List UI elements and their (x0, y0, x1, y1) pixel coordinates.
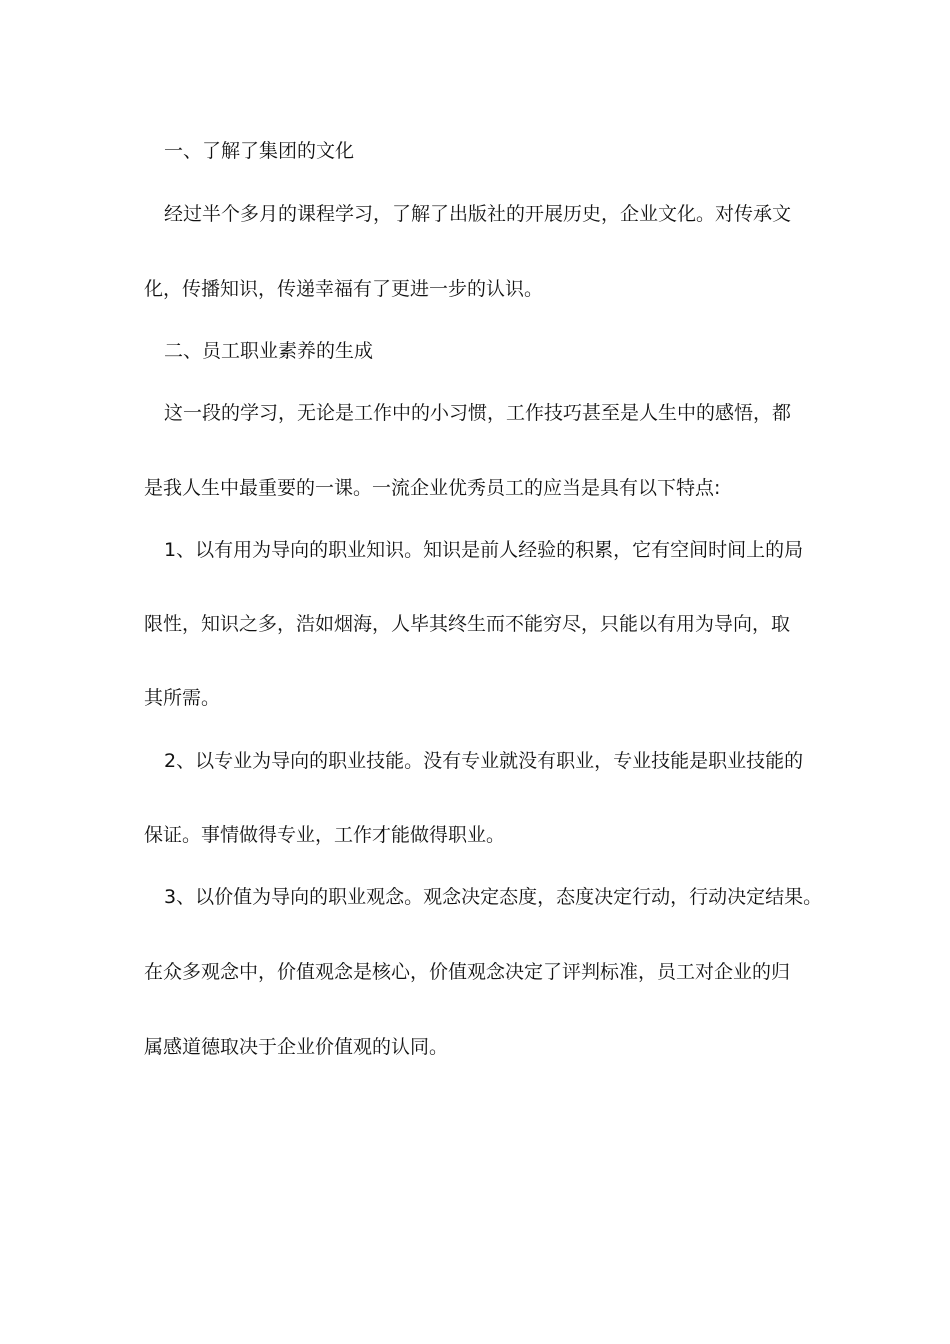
paragraph-line: 这一段的学习，无论是工作中的小习惯，工作技巧甚至是人生中的感悟，都 (164, 402, 792, 424)
paragraph-line: 其所需。 (144, 687, 221, 709)
paragraph-line: 是我人生中最重要的一课。一流企业优秀员工的应当是具有以下特点: (144, 477, 721, 499)
paragraph-line: 限性，知识之多，浩如烟海，人毕其终生而不能穷尽，只能以有用为导向，取 (144, 613, 791, 635)
paragraph-line: 化，传播知识，传递幸福有了更进一步的认识。 (144, 278, 544, 300)
paragraph-line: 保证。事情做得专业，工作才能做得职业。 (144, 824, 506, 846)
list-item-3: 3、以价值为导向的职业观念。观念决定态度，态度决定行动，行动决定结果。 (164, 886, 823, 908)
paragraph-line: 属感道德取决于企业价值观的认同。 (144, 1036, 449, 1058)
paragraph-line: 经过半个多月的课程学习，了解了出版社的开展历史，企业文化。对传承文 (164, 203, 792, 225)
heading-1: 一、了解了集团的文化 (164, 140, 355, 162)
list-item-1: 1、以有用为导向的职业知识。知识是前人经验的积累，它有空间时间上的局 (164, 539, 804, 561)
list-item-2: 2、以专业为导向的职业技能。没有专业就没有职业，专业技能是职业技能的 (164, 750, 804, 772)
heading-2: 二、员工职业素养的生成 (164, 340, 374, 362)
paragraph-line: 在众多观念中，价值观念是核心，价值观念决定了评判标准，员工对企业的归 (144, 961, 791, 983)
